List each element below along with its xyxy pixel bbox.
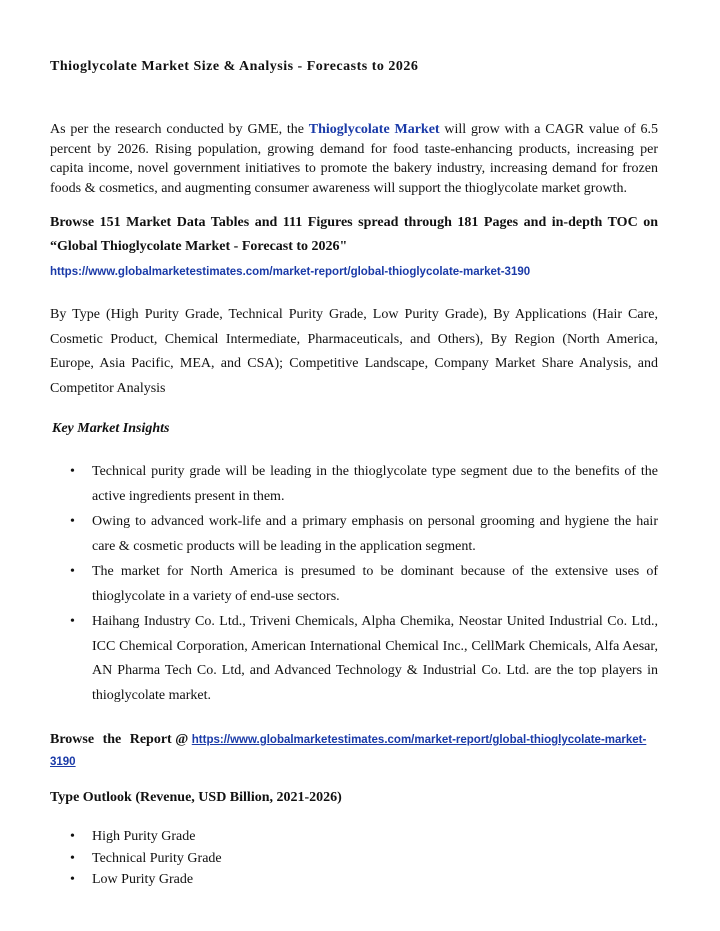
insight-text: Technical purity grade will be leading in the thioglycolate type segment due to the benefits of the active ingredients present in them.: [92, 464, 658, 504]
document-title: Thioglycolate Market Size & Analysis - Forecasts to 2026: [50, 59, 419, 74]
type-item: High Purity Grade: [92, 829, 196, 844]
insight-text: Haihang Industry Co. Ltd., Triveni Chemicals, Alpha Chemika, Neostar United Industrial Co. Ltd., ICC Chemical Corporation, American International Chemical Inc., CellMark Chemicals, Alfa Aesar, AN Pharma Tech Co. Ltd, and Advanced Technology & Industrial Co. Ltd. are the top players in thioglycolate market.: [92, 614, 658, 703]
bullet-icon: •: [70, 514, 75, 529]
browse-report-at: @: [175, 732, 189, 747]
type-item: Technical Purity Grade: [92, 850, 222, 866]
bullet-icon: •: [70, 464, 75, 479]
intro-after: will grow with a CAGR value of 6.5 percent by 2026. Rising population, growing demand for food taste-enhancing products, increasing per capita income, novel government initiatives to promote the bakery industry, increasing demand for frozen foods & cosmetics, and augmenting consumer awareness will support the thioglycolate market growth.: [50, 122, 658, 196]
key-insights-heading: Key Market Insights: [52, 421, 170, 436]
bullet-icon: •: [70, 829, 75, 844]
type-outlook-heading: Type Outlook (Revenue, USD Billion, 2021-2026): [50, 790, 342, 805]
browse-report-label: Browse the Report: [50, 732, 172, 747]
thioglycolate-market-highlight: Thioglycolate Market: [308, 122, 440, 137]
list-item: [50, 560, 658, 609]
type-outlook-list: [50, 826, 658, 891]
insight-text: The market for North America is presumed to be dominant because of the extensive uses of thioglycolate in a variety of end-use sectors.: [92, 564, 658, 604]
segmentation-paragraph: By Type (High Purity Grade, Technical Purity Grade, Low Purity Grade), By Applications (Hair Care, Cosmetic Product, Chemical Intermediate, Pharmaceuticals, and Others), By Region (North America, Europe, Asia Pacific, MEA, and CSA); Competitive Landscape, Company Market Share Analysis, and Competitor Analysis: [50, 307, 658, 396]
key-insights-list: [50, 460, 658, 708]
list-item: [50, 510, 658, 559]
browse-report-line: [50, 729, 658, 773]
intro-paragraph: [50, 120, 658, 198]
list-item: [50, 460, 658, 509]
list-item: [50, 610, 658, 708]
report-link[interactable]: https://www.globalmarketestimates.com/market-report/global-thioglycolate-market-3190: [50, 266, 531, 278]
browse-tables-paragraph: Browse 151 Market Data Tables and 111 Figures spread through 181 Pages and in-depth TOC on “Global Thioglycolate Market - Forecast to 2026": [50, 215, 658, 254]
list-item: [50, 869, 658, 891]
bullet-icon: •: [70, 614, 75, 629]
bullet-icon: •: [70, 872, 75, 887]
intro-before: As per the research conducted by GME, the: [50, 122, 309, 137]
insight-text: Owing to advanced work-life and a primary emphasis on personal grooming and hygiene the hair care & cosmetic products will be leading in the application segment.: [92, 514, 658, 554]
browse-report-link[interactable]: https://www.globalmarketestimates.com/market-report/global-thioglycolate-market-3190: [50, 734, 647, 768]
bullet-icon: •: [70, 850, 75, 866]
list-item: [50, 826, 658, 848]
list-item: [50, 848, 658, 870]
type-item: Low Purity Grade: [92, 872, 194, 887]
bullet-icon: •: [70, 564, 75, 579]
